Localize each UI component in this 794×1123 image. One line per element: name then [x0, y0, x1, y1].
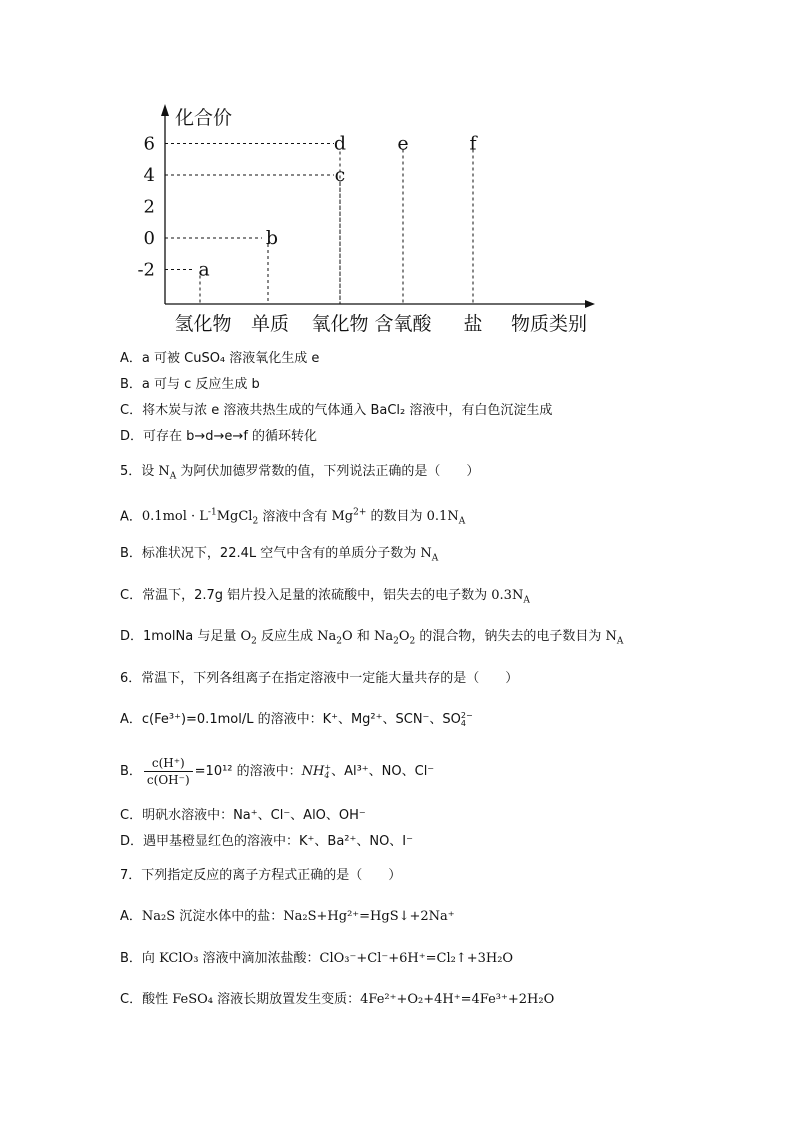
- q5-a-count: [366, 509, 466, 527]
- q7-b-text: 溶液中滴加浓盐酸：: [198, 951, 320, 966]
- q7-stem: 7．下列指定反应的离子方程式正确的是（ ）: [120, 868, 402, 883]
- q7-b-label: B．向: [120, 951, 160, 966]
- q5-a-sup: -1: [207, 508, 217, 518]
- q5-d-text: D．1molNa 与足量: [120, 629, 241, 644]
- q5-d-part: Na: [373, 629, 394, 644]
- q5-c-sub: A: [523, 595, 530, 606]
- q5-c-na: [491, 588, 530, 606]
- q6-b-ammonium: [302, 764, 331, 779]
- q5-d-part: O: [240, 629, 252, 644]
- q5-a-text: 溶液中含有: [258, 509, 332, 525]
- q7-a-label: A．: [120, 909, 142, 924]
- q6-a-text: A．c(Fe³⁺)=0.1mol/L 的溶液中：K⁺、Mg²⁺、SCN⁻、SO: [120, 712, 461, 727]
- q6-b-sub: 4: [324, 770, 330, 780]
- y-tick-label: -2: [137, 259, 155, 281]
- q6-b-nh: NH: [301, 764, 325, 779]
- q5-a-part: MgCl: [216, 509, 253, 525]
- y-tick-label: 4: [143, 165, 155, 186]
- q5-c-text: C．常温下，2.7g 铝片投入足量的浓硫酸中，铝失去的电子数为: [120, 588, 492, 603]
- q7-c-formula: FeSO₄: [172, 992, 213, 1007]
- y-axis-label: 化合价: [175, 107, 233, 129]
- q5-a-sub: 2: [252, 516, 259, 527]
- q7-option-c: [120, 991, 554, 1009]
- q5-option-b: [120, 545, 438, 568]
- q5-a-part: Mg: [331, 509, 354, 525]
- point-label-d: d: [333, 132, 347, 155]
- q7-option-a: [120, 908, 455, 926]
- q6-option-c: C．明矾水溶液中：Na⁺、Cl⁻、AlO、OH⁻: [120, 808, 366, 823]
- x-tick-label: 氢化物: [174, 313, 232, 335]
- y-axis-arrow: [161, 104, 169, 116]
- q5-d-sub: 2: [336, 636, 343, 647]
- q5-b-na: [420, 546, 439, 564]
- q6-option-a: [120, 711, 473, 729]
- q5-option-a: [120, 504, 465, 531]
- q5-a-part: 的数目为 0.1N: [366, 509, 459, 525]
- q7-c-label: C．酸性: [120, 992, 173, 1007]
- y-tick-label: 6: [143, 133, 155, 155]
- q5-option-c: [120, 587, 530, 610]
- q7-a-equation: Na₂S+Hg²⁺=HgS↓+2Na⁺: [283, 909, 455, 924]
- q5-a-sup: 2+: [353, 508, 367, 518]
- q7-b-formula: KClO₃: [159, 951, 199, 966]
- q5-d-o2: [240, 629, 257, 647]
- q7-b-equation: ClO₃⁻+Cl⁻+6H⁺=Cl₂↑+3H₂O: [319, 951, 514, 966]
- chart-axes: [137, 104, 595, 335]
- q5-d-sub: 2: [409, 636, 416, 647]
- point-label-b: b: [265, 227, 279, 249]
- point-label-a: a: [198, 258, 210, 281]
- q4-option-c: C．将木炭与浓 e 溶液共热生成的气体通入 BaCl₂ 溶液中，有白色沉淀生成: [120, 403, 553, 418]
- q5-option-d: [120, 628, 623, 651]
- q6-option-b: [120, 752, 434, 792]
- q4-option-d: D．可存在 b→d→e→f 的循环转化: [120, 429, 318, 444]
- q5-d-na2o2: [373, 629, 416, 647]
- q6-b-label: B．: [120, 764, 142, 779]
- q5-d-na2o: [317, 629, 353, 647]
- point-label-e: e: [397, 132, 409, 155]
- q6-a-sulfate-charge: [461, 712, 473, 728]
- x-tick-label: 含氧酸: [374, 313, 432, 335]
- q6-b-fraction: [144, 755, 193, 788]
- x-axis-arrow: [585, 300, 595, 308]
- x-tick-label: 单质: [250, 313, 290, 335]
- valence-category-chart: [125, 100, 605, 340]
- q5-c-part: 0.3N: [491, 588, 524, 603]
- q5-d-text: 反应生成: [256, 629, 318, 644]
- q6-b-text: =10¹² 的溶液中：: [194, 764, 302, 779]
- point-label-c: c: [334, 164, 346, 186]
- q5-d-part: N: [605, 629, 617, 644]
- q5-d-sub: 2: [393, 636, 399, 647]
- q6-b-sup: +: [324, 762, 332, 772]
- q6-a-sup: 2−: [460, 710, 473, 720]
- chart-marks: [165, 133, 478, 305]
- q5-a-formula: [141, 508, 259, 527]
- fraction-denominator: c(OH⁻): [146, 773, 190, 787]
- x-tick-label: 氧化物: [311, 313, 369, 335]
- q7-c-equation: 4Fe²⁺+O₂+4H⁺=4Fe³⁺+2H₂O: [360, 992, 555, 1007]
- q5-stem: [120, 463, 479, 486]
- q5-b-part: N: [420, 546, 432, 561]
- q5-stem-text: 5．设: [120, 464, 159, 479]
- q5-a-ion: [331, 509, 366, 524]
- chart-svg: [125, 100, 605, 340]
- q5-stem-text-2: 为阿伏加德罗常数的值，下列说法正确的是（ ）: [176, 464, 480, 479]
- q5-na: [158, 464, 177, 482]
- q5-d-sub: 2: [251, 636, 257, 647]
- q7-c-text: 溶液长期放置发生变质：: [213, 992, 361, 1007]
- q5-b-text: B．标准状况下，22.4L 空气中含有的单质分子数为: [120, 546, 421, 561]
- q5-a-sub: A: [458, 516, 466, 527]
- q5-d-na: [605, 629, 624, 647]
- q6-b-text-2: 、Al³⁺、NO、Cl⁻: [331, 764, 435, 779]
- q5-a-label: A．: [120, 509, 142, 525]
- q4-option-a: A．a 可被 CuSO₄ 溶液氧化生成 e: [120, 351, 320, 366]
- q7-option-b: [120, 950, 513, 968]
- y-tick-label: 2: [143, 196, 155, 218]
- q5-na-n: N: [158, 464, 170, 479]
- q5-d-sub: A: [616, 636, 624, 647]
- point-label-f: f: [469, 132, 477, 155]
- x-axis-label: 物质类别: [511, 313, 588, 335]
- q7-a-formula: Na₂S: [141, 909, 176, 924]
- x-tick-label: 盐: [463, 313, 483, 335]
- q5-d-text: 和: [352, 629, 374, 644]
- q5-d-part: O: [398, 629, 410, 644]
- q5-b-sub: A: [431, 553, 439, 564]
- q4-option-b: B．a 可与 c 反应生成 b: [120, 377, 260, 392]
- q6-a-sub: 4: [460, 718, 466, 728]
- q5-d-part: O: [342, 629, 353, 644]
- q5-d-text: 的混合物，钠失去的电子数目为: [415, 629, 606, 644]
- q5-d-part: Na: [317, 629, 337, 644]
- q7-a-text: 沉淀水体中的盐：: [175, 909, 284, 924]
- q5-a-part: 0.1mol · L: [141, 509, 208, 525]
- q5-na-sub: A: [169, 471, 177, 482]
- fraction-numerator: c(H⁺): [144, 755, 193, 772]
- y-tick-label: 0: [143, 228, 155, 249]
- q6-option-d: D．遇甲基橙显红色的溶液中：K⁺、Ba²⁺、NO、I⁻: [120, 834, 414, 849]
- q6-stem: 6．常温下，下列各组离子在指定溶液中一定能大量共存的是（ ）: [120, 671, 519, 686]
